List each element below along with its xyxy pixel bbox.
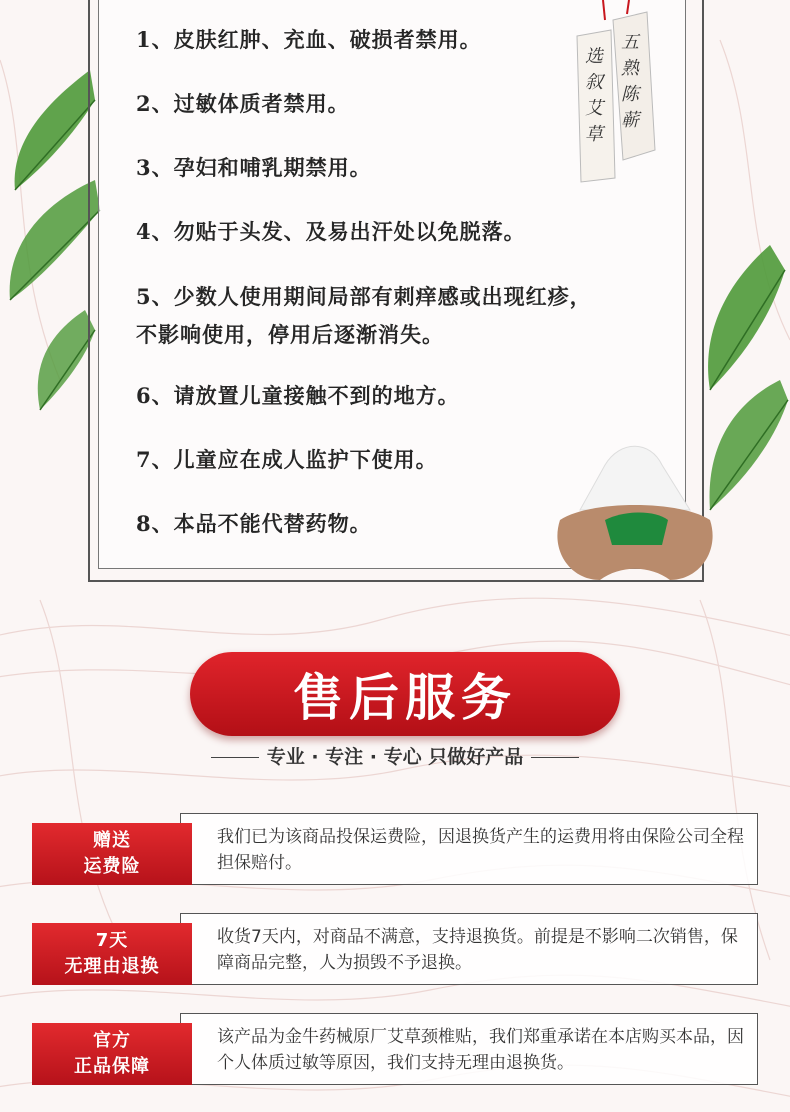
- service-box-7-day-return: [180, 913, 758, 985]
- service-box-genuine-guarantee: [180, 1013, 758, 1085]
- slogan-text: 专业 · 专注 · 专心 只做好产品: [266, 746, 524, 768]
- tag-right-text: 五熟陈蕲: [621, 32, 639, 131]
- service-tag-line2: 正品保障: [74, 1056, 150, 1077]
- notice-item-2: 2、过敏体质者禁用。: [136, 91, 350, 116]
- notice-item-5-line1: 5、少数人使用期间局部有刺痒感或出现红疹，: [136, 284, 592, 309]
- service-tag-line1: 赠送: [93, 830, 131, 851]
- service-desc: 收货7天内，对商品不满意，支持退换货。前提是不影响二次销售，保障商品完整，人为损毁不予退换。: [217, 927, 738, 973]
- service-tag-line1: 7天: [95, 930, 129, 951]
- notice-item-8: 8、本品不能代替药物。: [136, 511, 372, 536]
- service-box-shipping-insurance: [180, 813, 758, 885]
- hanging-tags: [555, 0, 660, 185]
- notice-item-1: 1、皮肤红肿、充血、破损者禁用。: [136, 27, 482, 52]
- slogan-left-line: [211, 757, 259, 758]
- notice-item-7: 7、儿童应在成人监护下使用。: [136, 447, 438, 472]
- product-patch-image: [550, 440, 720, 600]
- after-sales-banner: [190, 652, 620, 736]
- notice-item-5-line2: 不影响使用，停用后逐渐消失。: [136, 322, 444, 347]
- service-tag-7-day-return: [32, 923, 192, 985]
- service-tag-line2: 运费险: [83, 856, 141, 877]
- banner-title: 售后服务: [293, 668, 517, 727]
- notice-item-4: 4、勿贴于头发、及易出汗处以免脱落。: [136, 219, 526, 244]
- notice-item-6: 6、请放置儿童接触不到的地方。: [136, 383, 460, 408]
- service-tag-line1: 官方: [93, 1030, 131, 1051]
- service-desc: 我们已为该商品投保运费险，因退换货产生的运费用将由保险公司全程担保赔付。: [217, 827, 744, 873]
- slogan: [0, 742, 790, 769]
- notice-item-5: [136, 278, 592, 354]
- service-tag-genuine-guarantee: [32, 1023, 192, 1085]
- tag-left-text: 选叙艾草: [585, 46, 603, 145]
- service-desc: 该产品为金牛药械原厂艾草颈椎贴，我们郑重承诺在本店购买本品，因个人体质过敏等原因，我们支持无理由退换货。: [217, 1027, 744, 1073]
- slogan-right-line: [531, 757, 579, 758]
- service-tag-shipping-insurance: [32, 823, 192, 885]
- service-tag-line2: 无理由退换: [64, 956, 160, 977]
- notice-item-3: 3、孕妇和哺乳期禁用。: [136, 155, 372, 180]
